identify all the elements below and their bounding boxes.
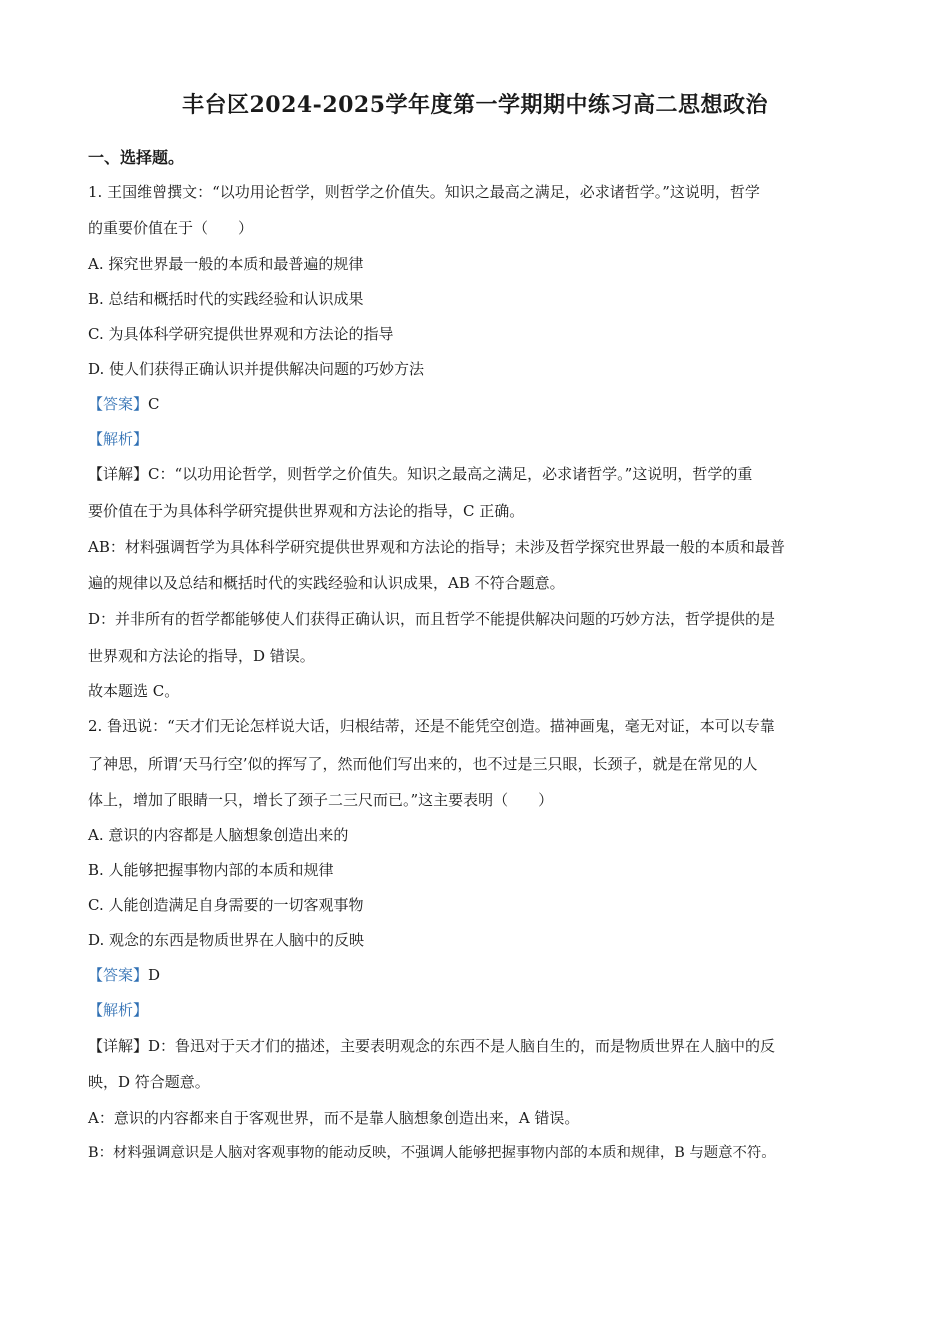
section-heading: 一、选择题。 <box>88 148 185 167</box>
q1-stem-line-2: 的重要价值在于（ ） <box>88 219 254 237</box>
q1-option-b: B. 总结和概括时代的实践经验和认识成果 <box>88 290 364 308</box>
analysis-tag: 【解析】 <box>88 1001 149 1019</box>
q2-answer <box>88 965 160 985</box>
answer-tag: 【答案】 <box>88 395 149 413</box>
q1-detail-line-2: 要价值在于为具体科学研究提供世界观和方法论的指导，C 正确。 <box>88 502 525 520</box>
q1-answer <box>88 394 160 414</box>
page-title: 丰台区2024-2025学年度第一学期期中练习高二思想政治 <box>181 92 769 118</box>
answer-value: D <box>148 966 161 984</box>
analysis-tag: 【解析】 <box>88 430 149 448</box>
q2-stem-line-1: 2. 鲁迅说：“天才们无论怎样说大话，归根结蒂，还是不能凭空创造。描神画鬼，毫无对证，本可以专靠 <box>88 717 775 735</box>
detail-tag: 【详解】 <box>88 1037 149 1055</box>
q2-option-a: A. 意识的内容都是人脑想象创造出来的 <box>88 826 349 844</box>
q2-detail-line-4: B：材料强调意识是人脑对客观事物的能动反映，不强调人能够把握事物内部的本质和规律，B 与题意不符。 <box>88 1145 776 1161</box>
answer-value: C <box>148 395 160 413</box>
detail-tag: 【详解】 <box>88 465 149 483</box>
detail-text: D：鲁迅对于天才们的描述，主要表明观念的东西不是人脑自生的，而是物质世界在人脑中的反 <box>148 1037 776 1055</box>
q2-stem-line-2: 了神思，所谓‘天马行空’似的挥写了，然而他们写出来的，也不过是三只眼，长颈子，就是在常见的人 <box>88 755 758 773</box>
q1-option-c: C. 为具体科学研究提供世界观和方法论的指导 <box>88 325 394 343</box>
q1-option-a: A. 探究世界最一般的本质和最普遍的规律 <box>88 255 364 273</box>
q1-detail-line-4: 遍的规律以及总结和概括时代的实践经验和认识成果，AB 不符合题意。 <box>88 574 565 592</box>
detail-text: C：“以功用论哲学，则哲学之价值失。知识之最高之满足，必求诸哲学。”这说明，哲学的重 <box>148 465 753 483</box>
q2-stem-line-3: 体上，增加了眼睛一只，增长了颈子二三尺而已。”这主要表明（ ） <box>88 791 554 809</box>
q2-detail-line-3: A：意识的内容都来自于客观世界，而不是靠人脑想象创造出来，A 错误。 <box>88 1109 580 1127</box>
q1-detail-line-5: D：并非所有的哲学都能够使人们获得正确认识，而且哲学不能提供解决问题的巧妙方法，哲学提供的是 <box>88 610 776 628</box>
q1-stem-line-1: 1. 王国维曾撰文：“以功用论哲学，则哲学之价值失。知识之最高之满足，必求诸哲学。”这说明，哲学 <box>88 183 760 201</box>
q1-detail-line-3: AB：材料强调哲学为具体科学研究提供世界观和方法论的指导；未涉及哲学探究世界最一般的本质和最普 <box>88 538 785 556</box>
q1-detail-line-1 <box>88 464 752 484</box>
q1-conclusion: 故本题选 C。 <box>88 682 180 700</box>
q2-detail-line-1 <box>88 1036 775 1056</box>
q1-detail-line-6: 世界观和方法论的指导，D 错误。 <box>88 647 315 665</box>
q2-option-c: C. 人能创造满足自身需要的一切客观事物 <box>88 896 364 914</box>
q1-option-d: D. 使人们获得正确认识并提供解决问题的巧妙方法 <box>88 360 425 378</box>
q2-analysis-heading <box>88 1000 148 1020</box>
q2-detail-line-2: 映，D 符合题意。 <box>88 1073 210 1091</box>
answer-tag: 【答案】 <box>88 966 149 984</box>
q2-option-d: D. 观念的东西是物质世界在人脑中的反映 <box>88 931 365 949</box>
q1-analysis-heading <box>88 429 148 449</box>
q2-option-b: B. 人能够把握事物内部的本质和规律 <box>88 861 334 879</box>
